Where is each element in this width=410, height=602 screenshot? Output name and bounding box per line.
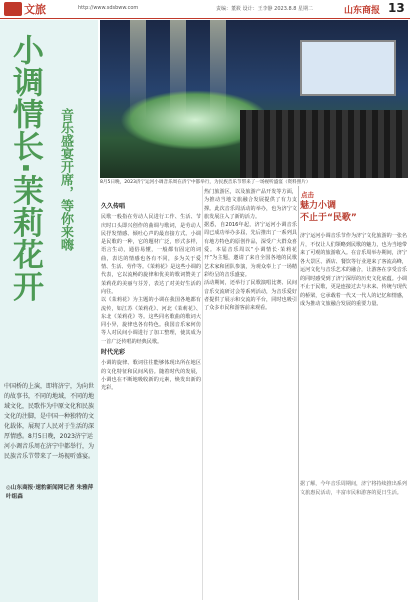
- right-title-line-1: 魅力小调: [300, 201, 337, 211]
- section-heading: 时代光彩: [101, 349, 126, 357]
- paragraph: 民歌一般指在劳动人民进行工作、生活、节庆时口头即兴创作的曲调与歌词，是劳动人民抒发情感、倾吐心声的最直接方式。小调是民歌的一种，它的题材广泛，形式多样，语言生动，通俗易懂，一般都有固定的词曲，表达的情感也各有不同，多为关于爱情、生活、劳作等。《茉莉花》是这些小调的代表，它以流畅的旋律和优美的歌词赞美了茉莉花的美丽与芬芳，表达了对美好生活的向往。: [101, 214, 201, 295]
- right-column-tail: 据了解，今年音乐周期间，济宁将持续推出系列文旅惠民活动，丰富市民和游客的夏日生活。: [300, 481, 407, 496]
- concert-photo: [100, 20, 408, 178]
- stage-light: [210, 20, 226, 120]
- article-column-2: [204, 188, 297, 312]
- column-divider: [202, 186, 203, 600]
- stage-light: [130, 20, 146, 120]
- paragraph: 活动期间，还举行了民歌演唱比赛、民间音乐交流研讨会等系列活动，为音乐爱好者提供了展示和交流的平台，同时也吸引了众多市民和游客前来观看。: [204, 280, 297, 312]
- section-name: 文旅: [24, 3, 46, 16]
- reporter-byline: ◎山东商报·速豹新闻网记者 朱雅萍 叶组森: [6, 485, 94, 500]
- article-subtitle: 音乐盛宴开席，等你来嗨: [58, 108, 73, 251]
- site-url[interactable]: http://www.sdsbww.com: [78, 5, 139, 11]
- stage-light: [170, 20, 186, 120]
- column-tag: 点击: [301, 191, 314, 199]
- newspaper-name: 山东商报: [344, 6, 381, 16]
- page-header: [0, 0, 410, 19]
- paragraph: 据悉，自2016年起，济宁运河小调音乐周已成功举办多届，先后推出了一系列具有地方特色的原创作品，深受广大群众喜爱。本届音乐周以“小调情长·茉莉花开”为主题，邀请了来自全国各地的民歌艺术家和团队参演，为观众奉上了一场精彩纷呈的音乐盛宴。: [204, 222, 297, 278]
- right-title-line-2: 不止于“民歌”: [300, 213, 357, 223]
- right-column-text: 济宁运河小调音乐节作为济宁文化旅游的一张名片，不仅让人们领略到民歌的魅力，也为当地带来了可观的旅游收入。在音乐周举办期间，济宁各大景区、酒店、餐饮等行业迎来了客流高峰，运河文化与音乐艺术的融合，让游客在享受音乐的同时感受到了济宁深厚的历史文化底蕴。小调不止于民歌，更是连接过去与未来、传统与现代的桥梁，它承载着一代又一代人的记忆和情感，成为推动文旅融合发展的重要力量。: [300, 233, 407, 307]
- article-title: 小调情长·茉莉花开: [7, 34, 43, 303]
- article-column-1: [101, 200, 201, 393]
- column-divider: [298, 186, 299, 600]
- right-column-title: [300, 200, 406, 224]
- paragraph: 以《茉莉花》为主题的小调在我国各地都有流传，如江苏《茉莉花》、河北《茉莉花》、东北《茉莉花》等。这些同名歌曲的歌词大同小异，旋律也各有特色。我国音乐家何仿等人对民间小调进行了加工整理，使其成为一首广泛传唱的经典民歌。: [101, 297, 201, 345]
- section-logo-icon: [4, 2, 22, 16]
- page-number: 13: [388, 1, 405, 15]
- paragraph: 小调的旋律、歌词往往能够体现出所在地区的文化特征和民间风俗。随着时代的发展，小调也在不断地吸收新的元素，焕发出新的光彩。: [101, 360, 201, 392]
- audience-shape: [240, 110, 408, 178]
- article-lead: 中国桥的上演，即将济宁，为向世的故事书，不同的地域，不同的地域文化，民歌作为中原文化和民族文化的注脚，是中国一种独特的文化载体，展现了人民对于生活的深厚情感。8月5日晚，2023济宁运河小调音乐周在济宁中都举行，为民族音乐节带来了一场视听盛宴。: [4, 383, 95, 460]
- stage-screen: [300, 40, 396, 96]
- section-heading: 久久传唱: [101, 203, 126, 210]
- editor-date-line: 责编：董筱 设计：王李静 2023.8.8 星期二: [216, 6, 314, 12]
- photo-caption: 8月5日晚，2023济宁运河小调音乐周在济宁中都举行，为民族音乐节带来了一场视听盛宴（资料照片）: [100, 180, 311, 185]
- paragraph: 热门旅游区，以及旅游产品开发等方面，为推动当地文旅融合发展提供了有力支撑。此次音乐周活动的举办，也为济宁文旅发展注入了新的活力。: [204, 189, 297, 220]
